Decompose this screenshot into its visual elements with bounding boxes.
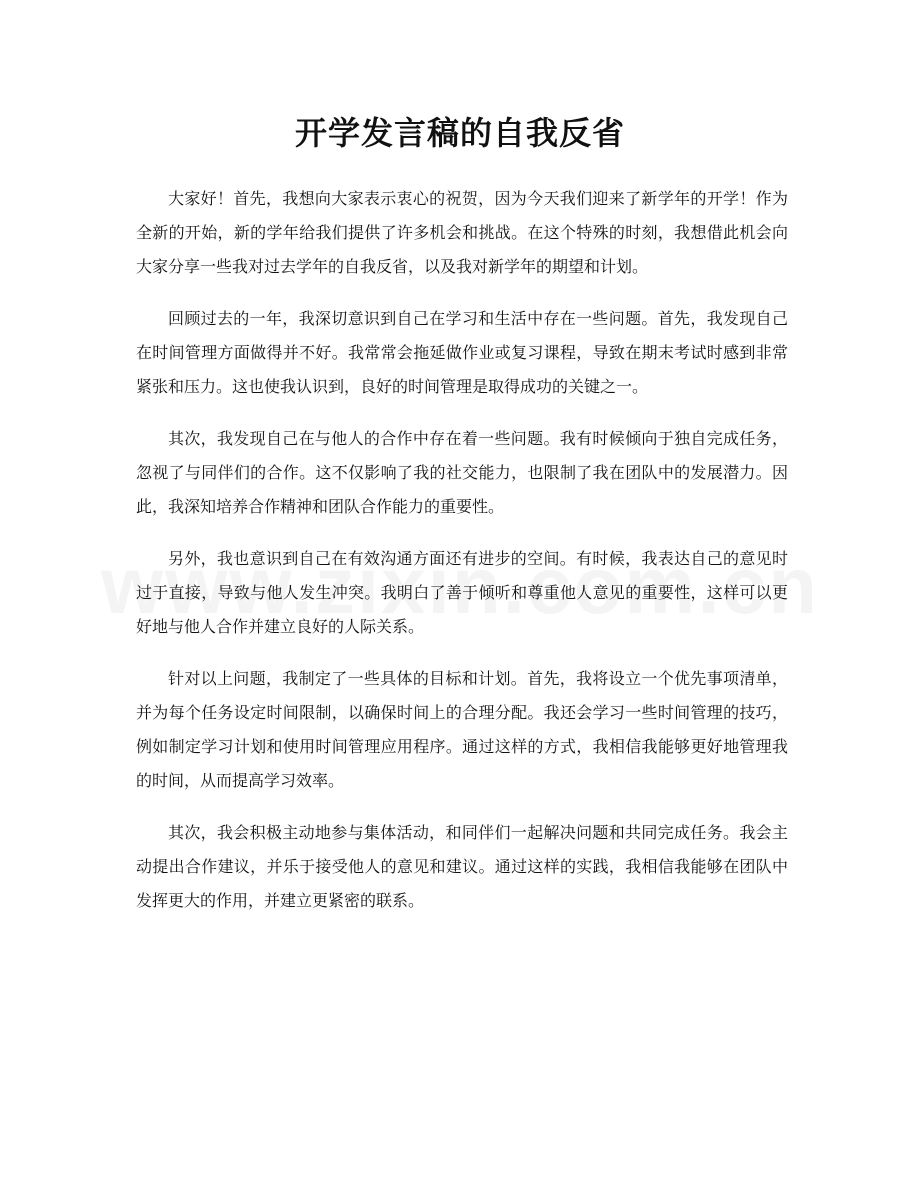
paragraph-3: 其次，我发现自己在与他人的合作中存在着一些问题。我有时候倾向于独自完成任务，忽视了与同伴们的合作。这不仅影响了我的社交能力，也限制了我在团队中的发展潜力。因此，我深知培养合作精神和团队合作能力的重要性。 — [136, 429, 788, 516]
paragraph-6: 其次，我会积极主动地参与集体活动，和同伴们一起解决问题和共同完成任务。我会主动提出合作建议，并乐于接受他人的意见和建议。通过这样的实践，我相信我能够在团队中发挥更大的作用，并建立更紧密的联系。 — [136, 823, 788, 910]
paragraph-4: 另外，我也意识到自己在有效沟通方面还有进步的空间。有时候，我表达自己的意见时过于直接，导致与他人发生冲突。我明白了善于倾听和尊重他人意见的重要性，这样可以更好地与他人合作并建立良好的人际关系。 — [136, 549, 788, 636]
paragraph-2: 回顾过去的一年，我深切意识到自己在学习和生活中存在一些问题。首先，我发现自己在时间管理方面做得并不好。我常常会拖延做作业或复习课程，导致在期末考试时感到非常紧张和压力。这也使我认识到，良好的时间管理是取得成功的关键之一。 — [136, 309, 788, 396]
paragraph-5: 针对以上问题，我制定了一些具体的目标和计划。首先，我将设立一个优先事项清单，并为每个任务设定时间限制，以确保时间上的合理分配。我还会学习一些时间管理的技巧，例如制定学习计划和使用时间管理应用程序。通过这样的方式，我相信我能够更好地管理我的时间，从而提高学习效率。 — [136, 669, 788, 790]
paragraph-1: 大家好！首先，我想向大家表示衷心的祝贺，因为今天我们迎来了新学年的开学！作为全新的开始，新的学年给我们提供了许多机会和挑战。在这个特殊的时刻，我想借此机会向大家分享一些我对过去学年的自我反省，以及我对新学年的期望和计划。 — [136, 189, 788, 276]
document-body — [136, 182, 788, 936]
page-title: 开学发言稿的自我反省 — [294, 114, 625, 152]
